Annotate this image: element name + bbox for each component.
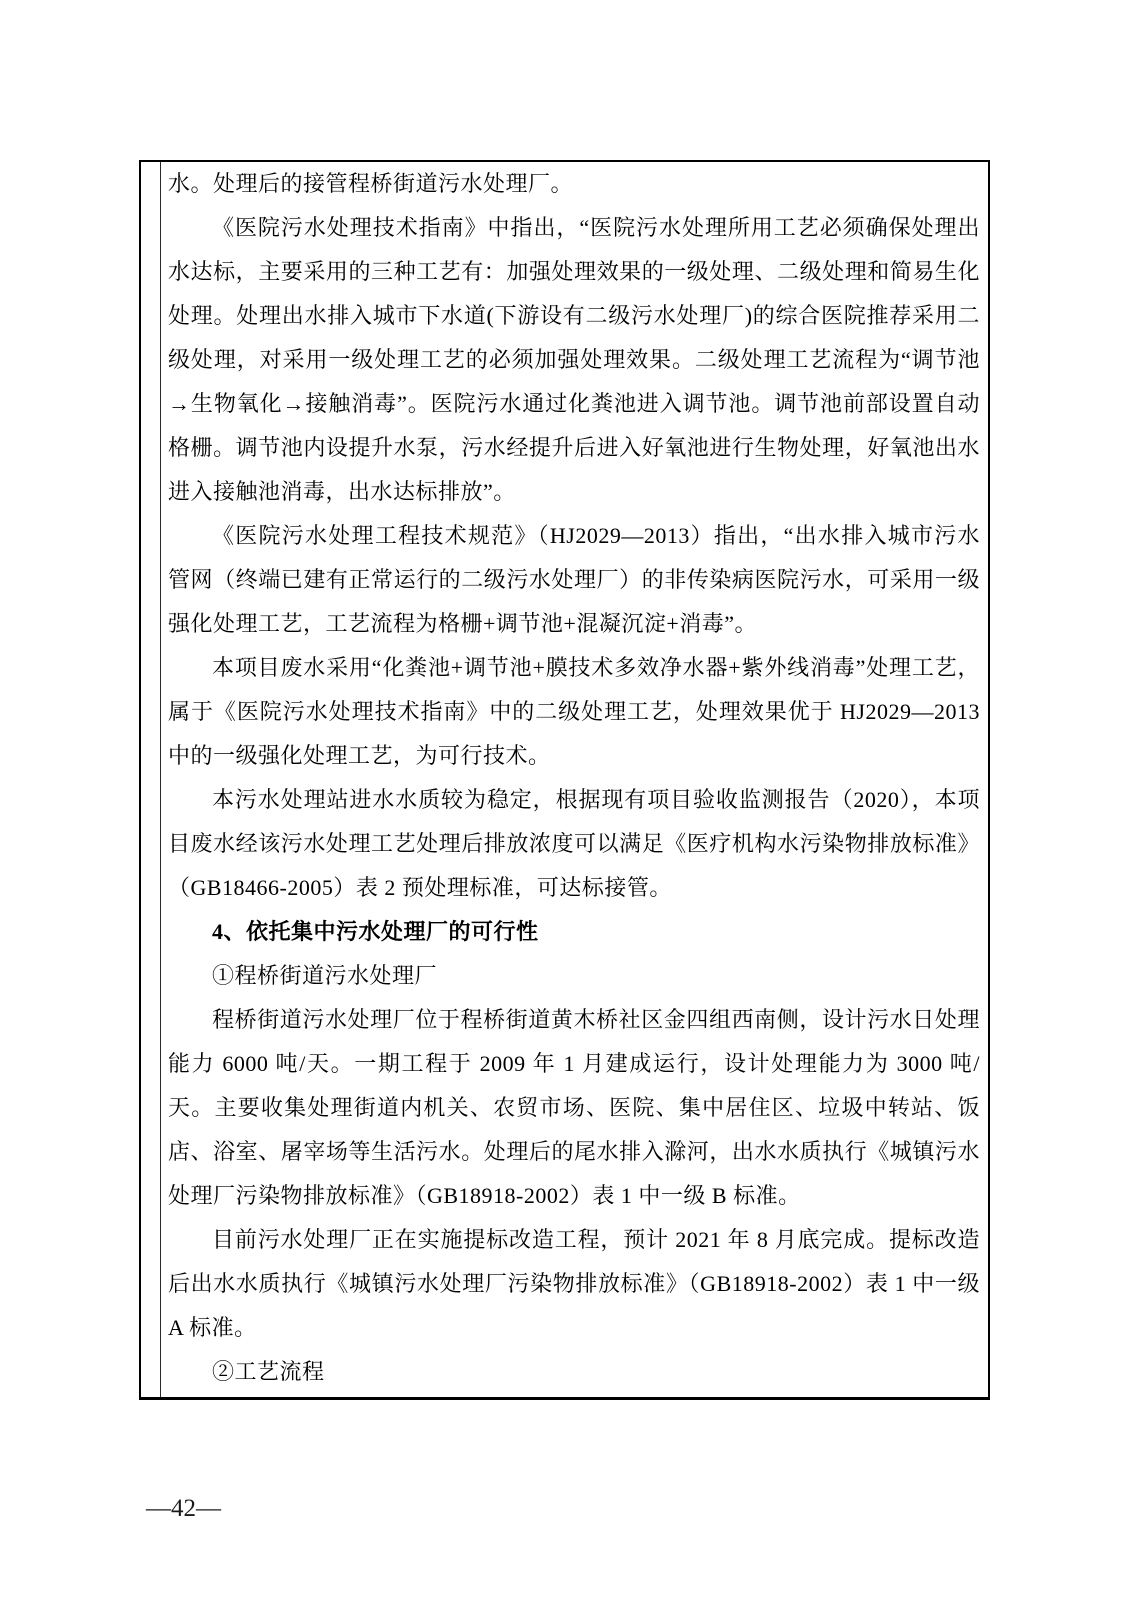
paragraph-continuation: 水。处理后的接管程桥街道污水处理厂。: [168, 171, 574, 196]
paragraph-gb18466: 本污水处理站进水水质较为稳定，根据现有项目验收监测报告（2020），本项目废水经该污水处理工艺处理后排放浓度可以满足《医疗机构水污染物排放标准》（GB18466-2005）表 2 预处理标准，可达标接管。: [168, 787, 980, 900]
paragraph-item-2: ②工艺流程: [212, 1359, 325, 1384]
table-cell-content: [161, 162, 988, 1397]
paragraph-hj2029: 《医院污水处理工程技术规范》（HJ2029—2013）指出，“出水排入城市污水管网（终端已建有正常运行的二级污水处理厂）的非传染病医院污水，可采用一级强化处理工艺，工艺流程为格栅+调节池+混凝沉淀+消毒”。: [168, 523, 980, 636]
page-number: —42—: [146, 1495, 221, 1522]
paragraph-guide-quote: 《医院污水处理技术指南》中指出，“医院污水处理所用工艺必须确保处理出水达标，主要采用的三种工艺有：加强处理效果的一级处理、二级处理和简易生化处理。处理出水排入城市下水道(下游设有二级污水处理厂)的综合医院推荐采用二级处理，对采用一级处理工艺的必须加强处理效果。二级处理工艺流程为“调节池→生物氧化→接触消毒”。医院污水通过化粪池进入调节池。调节池前部设置自动格栅。调节池内设提升水泵，污水经提升后进入好氧池进行生物处理，好氧池出水进入接触池消毒，出水达标排放”。: [168, 215, 980, 504]
paragraph-upgrade: 目前污水处理厂正在实施提标改造工程，预计 2021 年 8 月底完成。提标改造后出水水质执行《城镇污水处理厂污染物排放标准》（GB18918-2002）表 1 中一级 A 标准。: [168, 1227, 980, 1340]
table-cell-border: [139, 160, 990, 1400]
section-heading: 4、依托集中污水处理厂的可行性: [212, 919, 539, 944]
paragraph-project-process: 本项目废水采用“化粪池+调节池+膜技术多效净水器+紫外线消毒”处理工艺，属于《医院污水处理技术指南》中的二级处理工艺，处理效果优于 HJ2029—2013 中的一级强化处理工艺，为可行技术。: [168, 655, 980, 768]
table-left-gutter: [141, 162, 161, 1397]
paragraph-item-1: ①程桥街道污水处理厂: [212, 963, 438, 988]
paragraph-plant-description: 程桥街道污水处理厂位于程桥街道黄木桥社区金四组西南侧，设计污水日处理能力 6000 吨/天。一期工程于 2009 年 1 月建成运行，设计处理能力为 3000 吨/天。主要收集处理街道内机关、农贸市场、医院、集中居住区、垃圾中转站、饭店、浴室、屠宰场等生活污水。处理后的尾水排入滁河，出水水质执行《城镇污水处理厂污染物排放标准》（GB18918-2002）表 1 中一级 B 标准。: [168, 1007, 980, 1208]
